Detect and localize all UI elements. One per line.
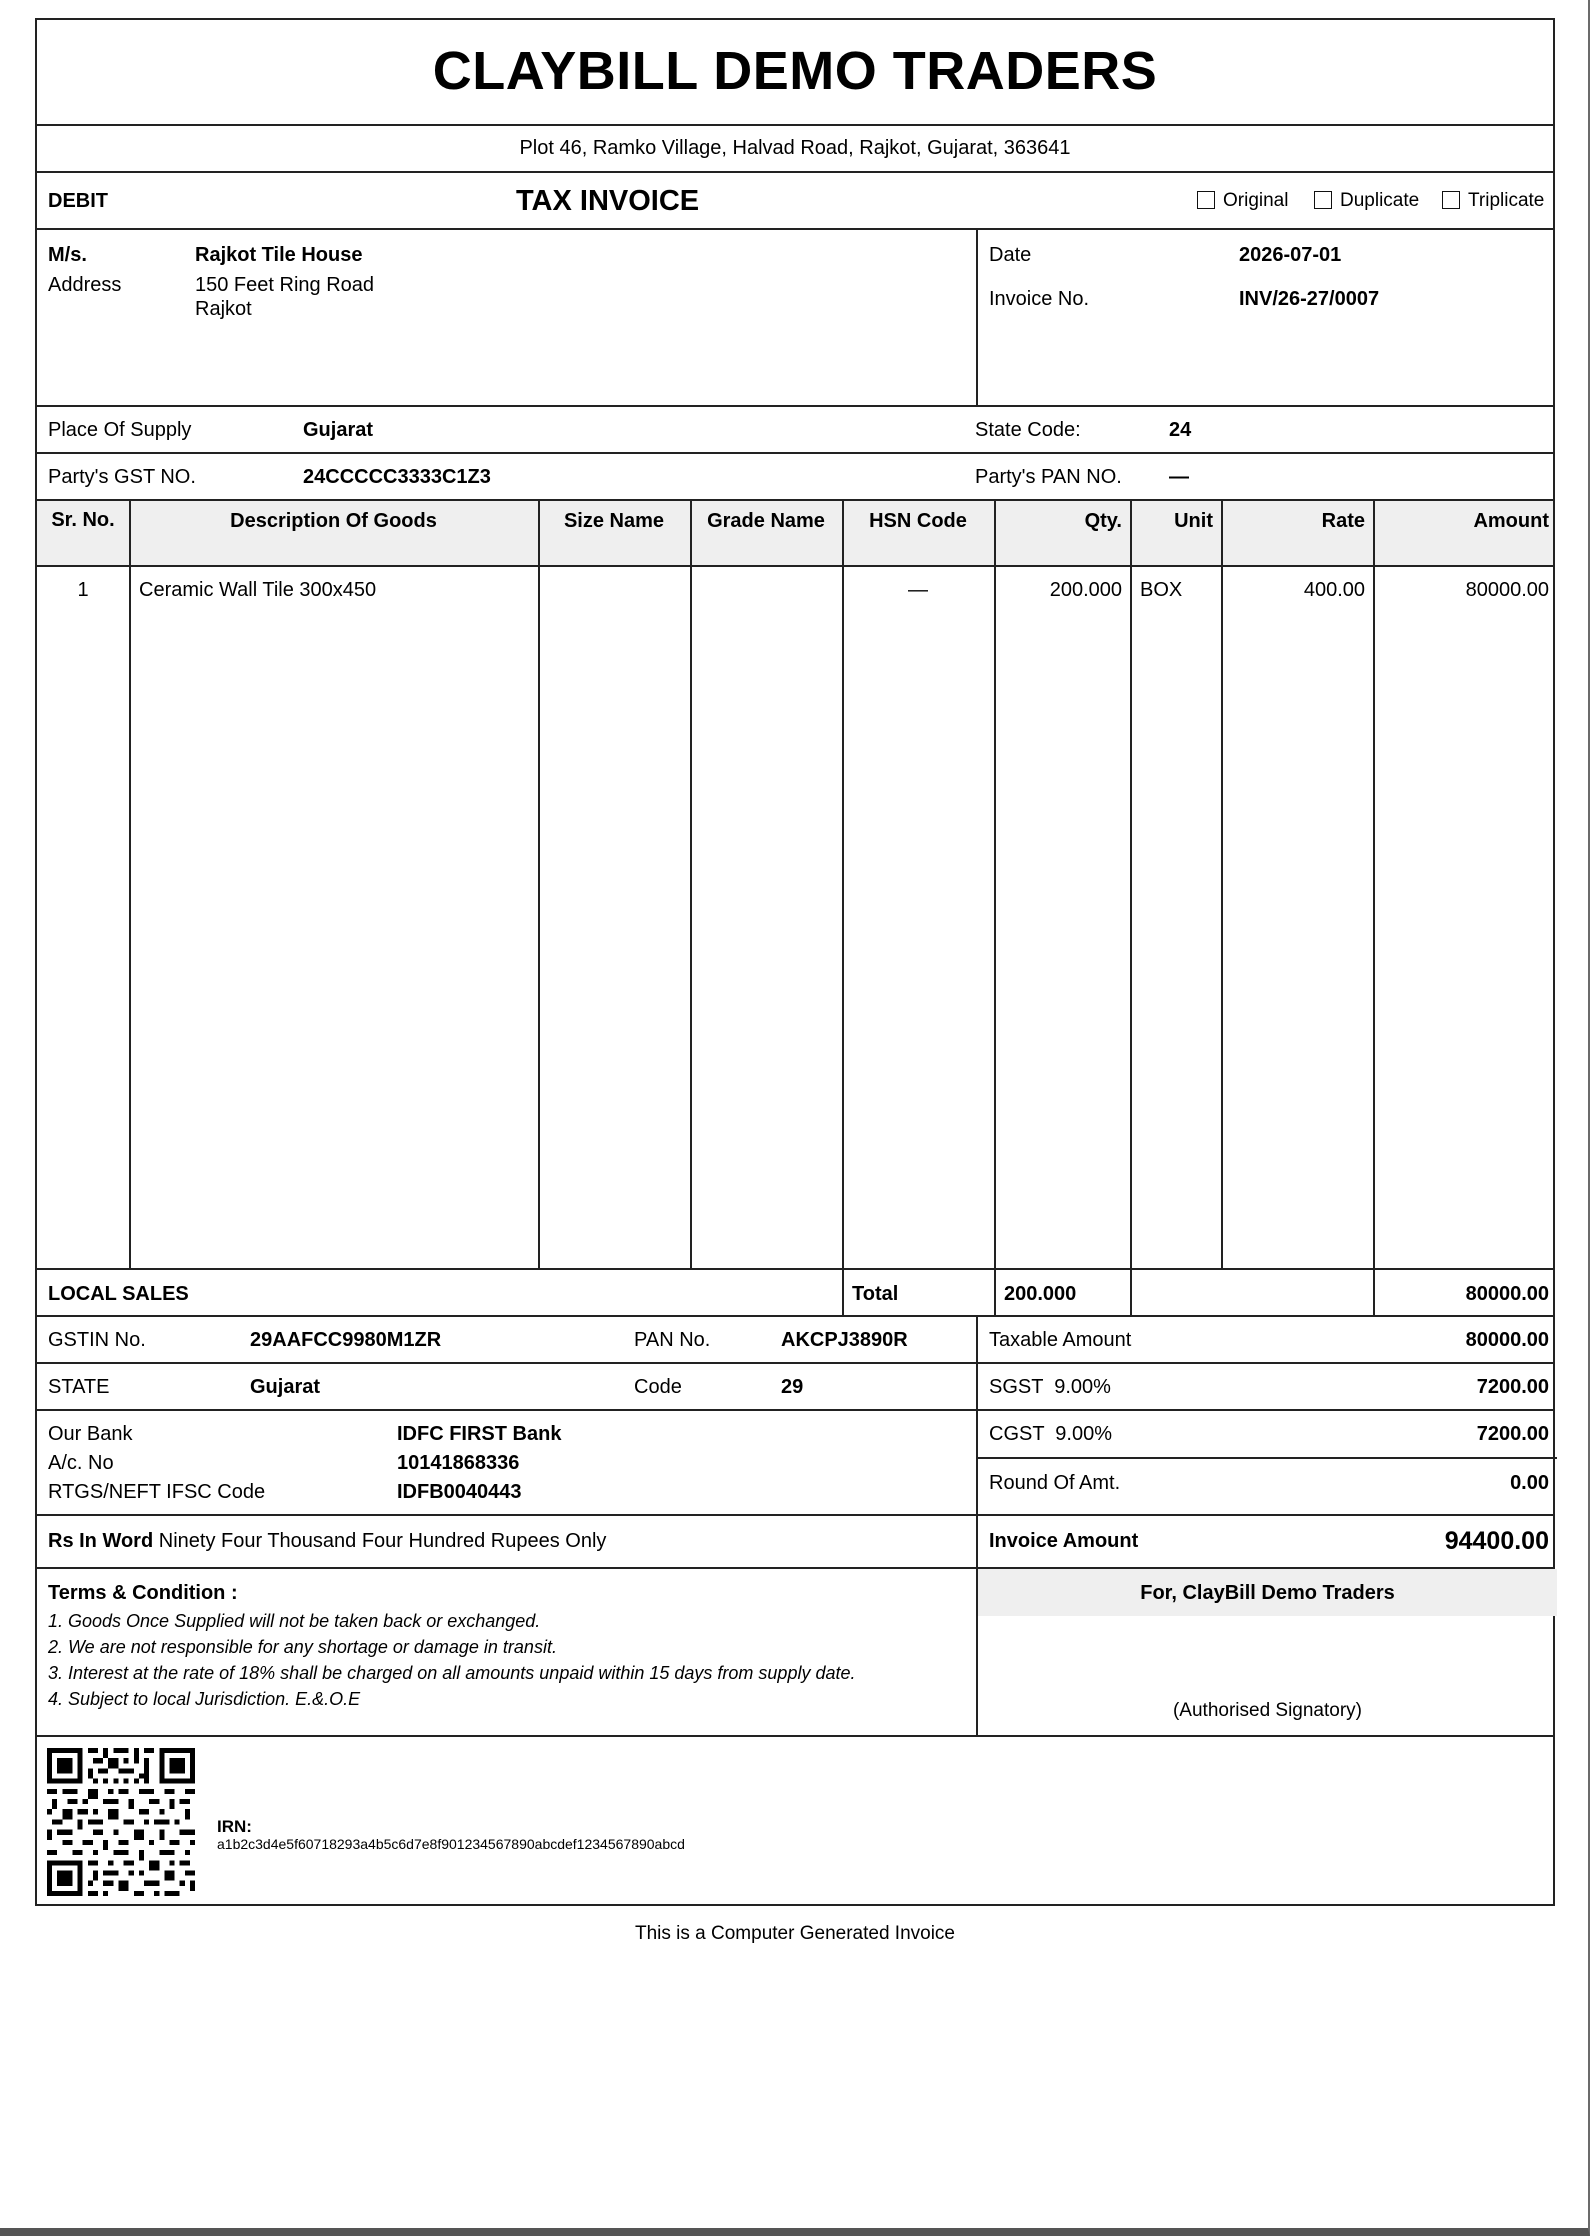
cgst-label: CGST 9.00% bbox=[989, 1423, 1113, 1445]
authorised-signatory: (Authorised Signatory) bbox=[1172, 1700, 1363, 1721]
state-code-label: State Code: bbox=[975, 419, 1081, 441]
bank-label: Our Bank bbox=[48, 1423, 133, 1445]
sgst-amount: 7200.00 bbox=[1476, 1376, 1549, 1398]
computer-generated-note: This is a Computer Generated Invoice bbox=[635, 1923, 955, 1944]
party-gst: 24CCCCC3333C1Z3 bbox=[303, 466, 491, 488]
amount-in-words-row bbox=[37, 1516, 1553, 1569]
ms-label: M/s. bbox=[48, 244, 87, 266]
round-off-label: Round Of Amt. bbox=[989, 1472, 1121, 1494]
invoice-frame bbox=[35, 18, 1555, 1906]
qr-code-icon bbox=[47, 1748, 195, 1896]
company-header bbox=[37, 20, 1553, 126]
place-of-supply-label: Place Of Supply bbox=[48, 419, 192, 441]
seller-gstin: 29AAFCC9980M1ZR bbox=[250, 1329, 442, 1351]
account-number: 10141868336 bbox=[397, 1452, 520, 1474]
seller-gstin-label: GSTIN No. bbox=[48, 1329, 146, 1351]
copy-duplicate[interactable]: Duplicate bbox=[1314, 190, 1419, 212]
buyer-name: Rajkot Tile House bbox=[195, 244, 363, 266]
seller-state-label: STATE bbox=[48, 1376, 110, 1398]
invoice-no-label: Invoice No. bbox=[989, 288, 1090, 310]
taxable-amount-label: Taxable Amount bbox=[989, 1329, 1132, 1351]
seller-code: 29 bbox=[781, 1376, 804, 1398]
cgst-amount: 7200.00 bbox=[1476, 1423, 1549, 1445]
copy-triplicate[interactable]: Triplicate bbox=[1442, 190, 1544, 212]
table-row bbox=[37, 567, 1553, 607]
row-sr: 1 bbox=[77, 579, 89, 601]
header-size-name: Size Name bbox=[563, 510, 665, 532]
terms-title: Terms & Condition : bbox=[48, 1582, 238, 1604]
table-total-row bbox=[37, 1270, 1553, 1317]
signature-company: For, ClayBill Demo Traders bbox=[978, 1569, 1557, 1616]
triplicate-checkbox-icon[interactable] bbox=[1442, 191, 1460, 209]
seller-pan: AKCPJ3890R bbox=[781, 1329, 908, 1351]
irn-section bbox=[37, 1737, 1553, 1906]
row-hsn: — bbox=[908, 579, 928, 601]
row-unit: BOX bbox=[1140, 579, 1183, 601]
header-qty: Qty. bbox=[1084, 510, 1122, 532]
terms-line: 2. We are not responsible for any shortage or damage in transit. bbox=[48, 1637, 557, 1657]
copy-original[interactable]: Original bbox=[1197, 190, 1288, 212]
invoice-date: 2026-07-01 bbox=[1239, 244, 1342, 266]
total-amount: 80000.00 bbox=[1465, 1283, 1549, 1305]
header-description: Description Of Goods bbox=[230, 510, 437, 532]
round-off-amount: 0.00 bbox=[1510, 1472, 1549, 1494]
header-hsn-code: HSN Code bbox=[869, 510, 967, 532]
party-gst-row bbox=[37, 454, 1553, 501]
sale-type: LOCAL SALES bbox=[48, 1283, 189, 1305]
amount-in-words: Rs In Word Ninety Four Thousand Four Hundred Rupees Only bbox=[48, 1530, 607, 1552]
seller-state: Gujarat bbox=[250, 1376, 321, 1398]
state-code: 24 bbox=[1169, 419, 1192, 441]
place-of-supply-row bbox=[37, 407, 1553, 454]
seller-state-row bbox=[37, 1364, 1553, 1411]
duplicate-checkbox-icon[interactable] bbox=[1314, 191, 1332, 209]
items-table bbox=[37, 501, 1553, 1270]
original-checkbox-icon[interactable] bbox=[1197, 191, 1215, 209]
terms-line: 4. Subject to local Jurisdiction. E.&.O.E bbox=[48, 1689, 361, 1709]
terms-section bbox=[37, 1569, 1553, 1737]
total-qty: 200.000 bbox=[1004, 1283, 1077, 1305]
seller-code-label: Code bbox=[634, 1376, 682, 1398]
invoice-amount-label: Invoice Amount bbox=[989, 1530, 1139, 1552]
row-description: Ceramic Wall Tile 300x450 bbox=[139, 579, 377, 601]
terms-line: 1. Goods Once Supplied will not be taken back or exchanged. bbox=[48, 1611, 541, 1631]
debit-label: DEBIT bbox=[48, 190, 108, 212]
irn-value: a1b2c3d4e5f60718293a4b5c6d7e8f901234567890abcdef1234567890abcd bbox=[217, 1836, 685, 1852]
header-sr-no: Sr. No. bbox=[51, 509, 115, 531]
invoice-title: TAX INVOICE bbox=[516, 185, 700, 217]
address-label: Address bbox=[48, 274, 122, 296]
company-address: Plot 46, Ramko Village, Halvad Road, Rajkot, Gujarat, 363641 bbox=[519, 137, 1071, 159]
row-qty: 200.000 bbox=[1049, 579, 1122, 601]
total-label: Total bbox=[852, 1283, 899, 1305]
ifsc-label: RTGS/NEFT IFSC Code bbox=[48, 1481, 266, 1503]
buyer-address-line1: 150 Feet Ring Road bbox=[195, 274, 375, 296]
party-pan: — bbox=[1169, 466, 1189, 488]
buyer-address-line2: Rajkot bbox=[195, 298, 252, 320]
account-label: A/c. No bbox=[48, 1452, 114, 1474]
invoice-title-row bbox=[37, 173, 1553, 230]
company-name: CLAYBILL DEMO TRADERS bbox=[432, 41, 1158, 101]
ifsc-code: IDFB0040443 bbox=[397, 1481, 522, 1503]
date-label: Date bbox=[989, 244, 1032, 266]
header-grade-name: Grade Name bbox=[707, 510, 825, 532]
bank-section bbox=[37, 1411, 1553, 1516]
header-rate: Rate bbox=[1321, 510, 1365, 532]
seller-gstin-row bbox=[37, 1317, 1553, 1364]
company-address-row bbox=[37, 126, 1553, 173]
irn-label: IRN: bbox=[217, 1817, 252, 1836]
party-gst-label: Party's GST NO. bbox=[48, 466, 196, 488]
invoice-number: INV/26-27/0007 bbox=[1239, 288, 1380, 310]
header-unit: Unit bbox=[1174, 510, 1213, 532]
row-rate: 400.00 bbox=[1303, 579, 1365, 601]
invoice-amount: 94400.00 bbox=[1444, 1527, 1549, 1555]
bank-name: IDFC FIRST Bank bbox=[397, 1423, 562, 1445]
header-amount: Amount bbox=[1473, 510, 1549, 532]
buyer-section bbox=[37, 230, 1553, 407]
place-of-supply: Gujarat bbox=[303, 419, 374, 441]
sgst-label: SGST 9.00% bbox=[989, 1376, 1111, 1398]
party-pan-label: Party's PAN NO. bbox=[975, 466, 1122, 488]
taxable-amount: 80000.00 bbox=[1465, 1329, 1549, 1351]
seller-pan-label: PAN No. bbox=[634, 1329, 711, 1351]
row-amount: 80000.00 bbox=[1465, 579, 1549, 601]
terms-line: 3. Interest at the rate of 18% shall be charged on all amounts unpaid within 15 days from supply date. bbox=[48, 1663, 856, 1683]
